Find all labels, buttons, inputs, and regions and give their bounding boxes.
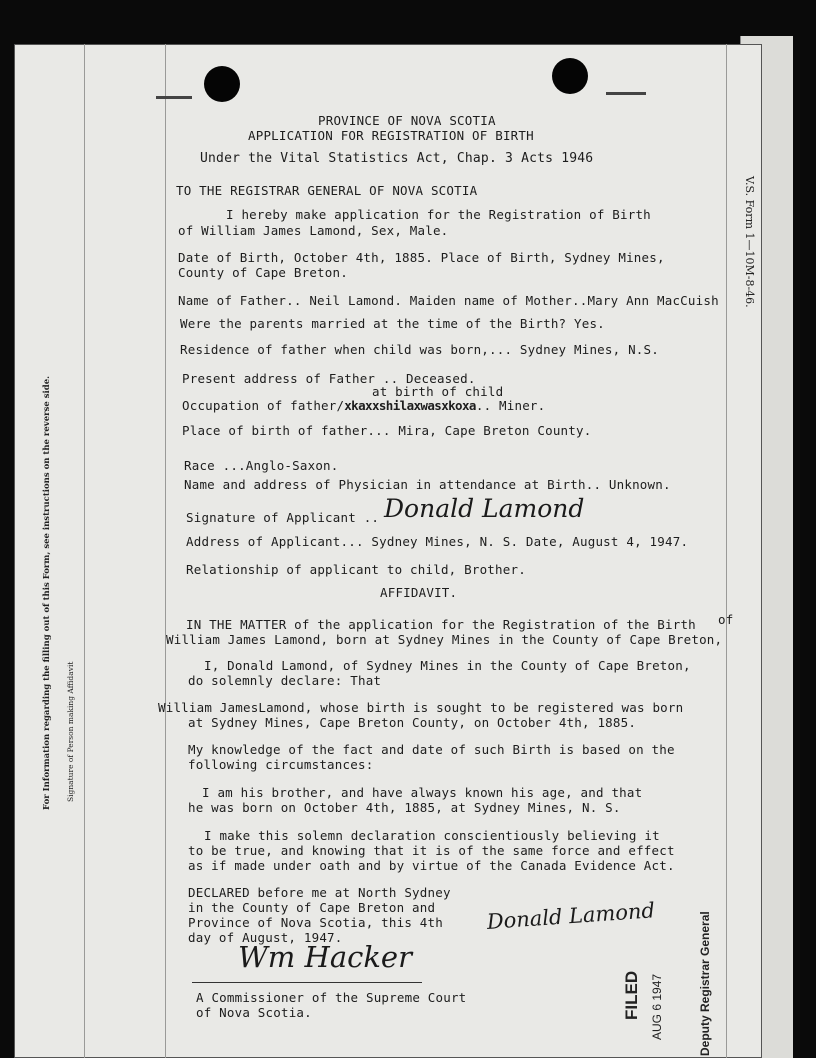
physician: Name and address of Physician in attendance at Birth.. Unknown. bbox=[184, 477, 671, 492]
born-line-2: at Sydney Mines, Cape Breton County, on October 4th, 1885. bbox=[188, 715, 637, 730]
relationship: Relationship of applicant to child, Brother. bbox=[186, 562, 526, 577]
circumstance-line-2: he was born on October 4th, 1885, at Sydney Mines, N. S. bbox=[188, 800, 621, 815]
birth-county: County of Cape Breton. bbox=[178, 265, 348, 280]
affidavit-matter-2: William James Lamond, born at Sydney Mines in the County of Cape Breton, bbox=[166, 632, 723, 647]
father-occupation bbox=[182, 398, 545, 413]
staple-left bbox=[156, 96, 192, 99]
punch-hole-left bbox=[204, 66, 240, 102]
declared-line-3: Province of Nova Scotia, this 4th bbox=[188, 915, 443, 930]
parents-married: Were the parents married at the time of the Birth? Yes. bbox=[180, 316, 605, 331]
info-side-note: For Information regarding the filling out of this Form, see instructions on the reverse side. bbox=[42, 375, 52, 810]
form-number: V.S. Form 1—10M-8-46. bbox=[743, 176, 756, 308]
occupation-prefix: Occupation of father/ bbox=[182, 398, 345, 413]
affidavit-matter-1-end: of bbox=[718, 612, 734, 627]
affiant-signature: Donald Lamond bbox=[486, 898, 656, 934]
applicant-signature: Donald Lamond bbox=[384, 494, 585, 523]
parents-names: Name of Father.. Neil Lamond. Maiden name of Mother..Mary Ann MacCuish bbox=[178, 293, 719, 308]
solemn-line-3: as if made under oath and by virtue of the Canada Evidence Act. bbox=[188, 858, 675, 873]
occupation-suffix: .. Miner. bbox=[475, 398, 546, 413]
addressee: TO THE REGISTRAR GENERAL OF NOVA SCOTIA bbox=[176, 183, 478, 198]
born-line-1: William JamesLamond, whose birth is sought to be registered was born bbox=[158, 700, 684, 715]
commissioner-signature: Wm Hacker bbox=[238, 940, 412, 974]
commissioner-signature-line bbox=[192, 982, 422, 983]
signature-side-note: Signature of Person making Affidavit bbox=[66, 661, 75, 802]
filed-stamp-date: AUG 6 1947 bbox=[650, 973, 664, 1040]
father-birthplace: Place of birth of father... Mira, Cape Breton County. bbox=[182, 423, 592, 438]
knowledge-line-1: My knowledge of the fact and date of such Birth is based on the bbox=[188, 742, 675, 757]
form-title: APPLICATION FOR REGISTRATION OF BIRTH bbox=[248, 128, 534, 143]
solemn-line-1: I make this solemn declaration conscientiously believing it bbox=[204, 828, 660, 843]
intro-line-2: of William James Lamond, Sex, Male. bbox=[178, 223, 449, 238]
occupation-insert: at birth of child bbox=[372, 384, 504, 399]
solemn-line-2: to be true, and knowing that it is of the same force and effect bbox=[188, 843, 675, 858]
filed-stamp: FILED bbox=[622, 970, 641, 1020]
signature-label: Signature of Applicant .. bbox=[186, 510, 380, 525]
declaration-line-1: I, Donald Lamond, of Sydney Mines in the County of Cape Breton, bbox=[204, 658, 691, 673]
race: Race ...Anglo-Saxon. bbox=[184, 458, 339, 473]
affidavit-matter-1: IN THE MATTER of the application for the Registration of the Birth bbox=[186, 617, 696, 632]
father-residence: Residence of father when child was born,... Sydney Mines, N.S. bbox=[180, 342, 659, 357]
occupation-struck: xkaxxshilaxwasxkoxa bbox=[344, 398, 476, 413]
act-reference: Under the Vital Statistics Act, Chap. 3 Acts 1946 bbox=[200, 151, 594, 166]
intro-line-1: I hereby make application for the Registration of Birth bbox=[226, 207, 651, 222]
circumstance-line-1: I am his brother, and have always known his age, and that bbox=[202, 785, 643, 800]
margin-rule-left bbox=[84, 44, 85, 1058]
knowledge-line-2: following circumstances: bbox=[188, 757, 374, 772]
birth-date-place: Date of Birth, October 4th, 1885. Place of Birth, Sydney Mines, bbox=[178, 250, 665, 265]
commissioner-title-1: A Commissioner of the Supreme Court bbox=[196, 990, 467, 1005]
punch-hole-right bbox=[552, 58, 588, 94]
declared-line-4: day of August, 1947. bbox=[188, 930, 343, 945]
declared-line-2: in the County of Cape Breton and bbox=[188, 900, 436, 915]
staple-right bbox=[606, 92, 646, 95]
deputy-registrar-stamp: Deputy Registrar General bbox=[698, 911, 712, 1056]
applicant-address-date: Address of Applicant... Sydney Mines, N. S. Date, August 4, 1947. bbox=[186, 534, 689, 549]
father-present-address: Present address of Father .. Deceased. bbox=[182, 371, 476, 386]
margin-rule-right bbox=[726, 44, 727, 1058]
declared-line-1: DECLARED before me at North Sydney bbox=[188, 885, 451, 900]
declaration-line-2: do solemnly declare: That bbox=[188, 673, 382, 688]
province-heading: PROVINCE OF NOVA SCOTIA bbox=[318, 113, 496, 128]
commissioner-title-2: of Nova Scotia. bbox=[196, 1005, 312, 1020]
margin-rule-inner bbox=[165, 44, 166, 1058]
affidavit-heading: AFFIDAVIT. bbox=[380, 585, 458, 600]
